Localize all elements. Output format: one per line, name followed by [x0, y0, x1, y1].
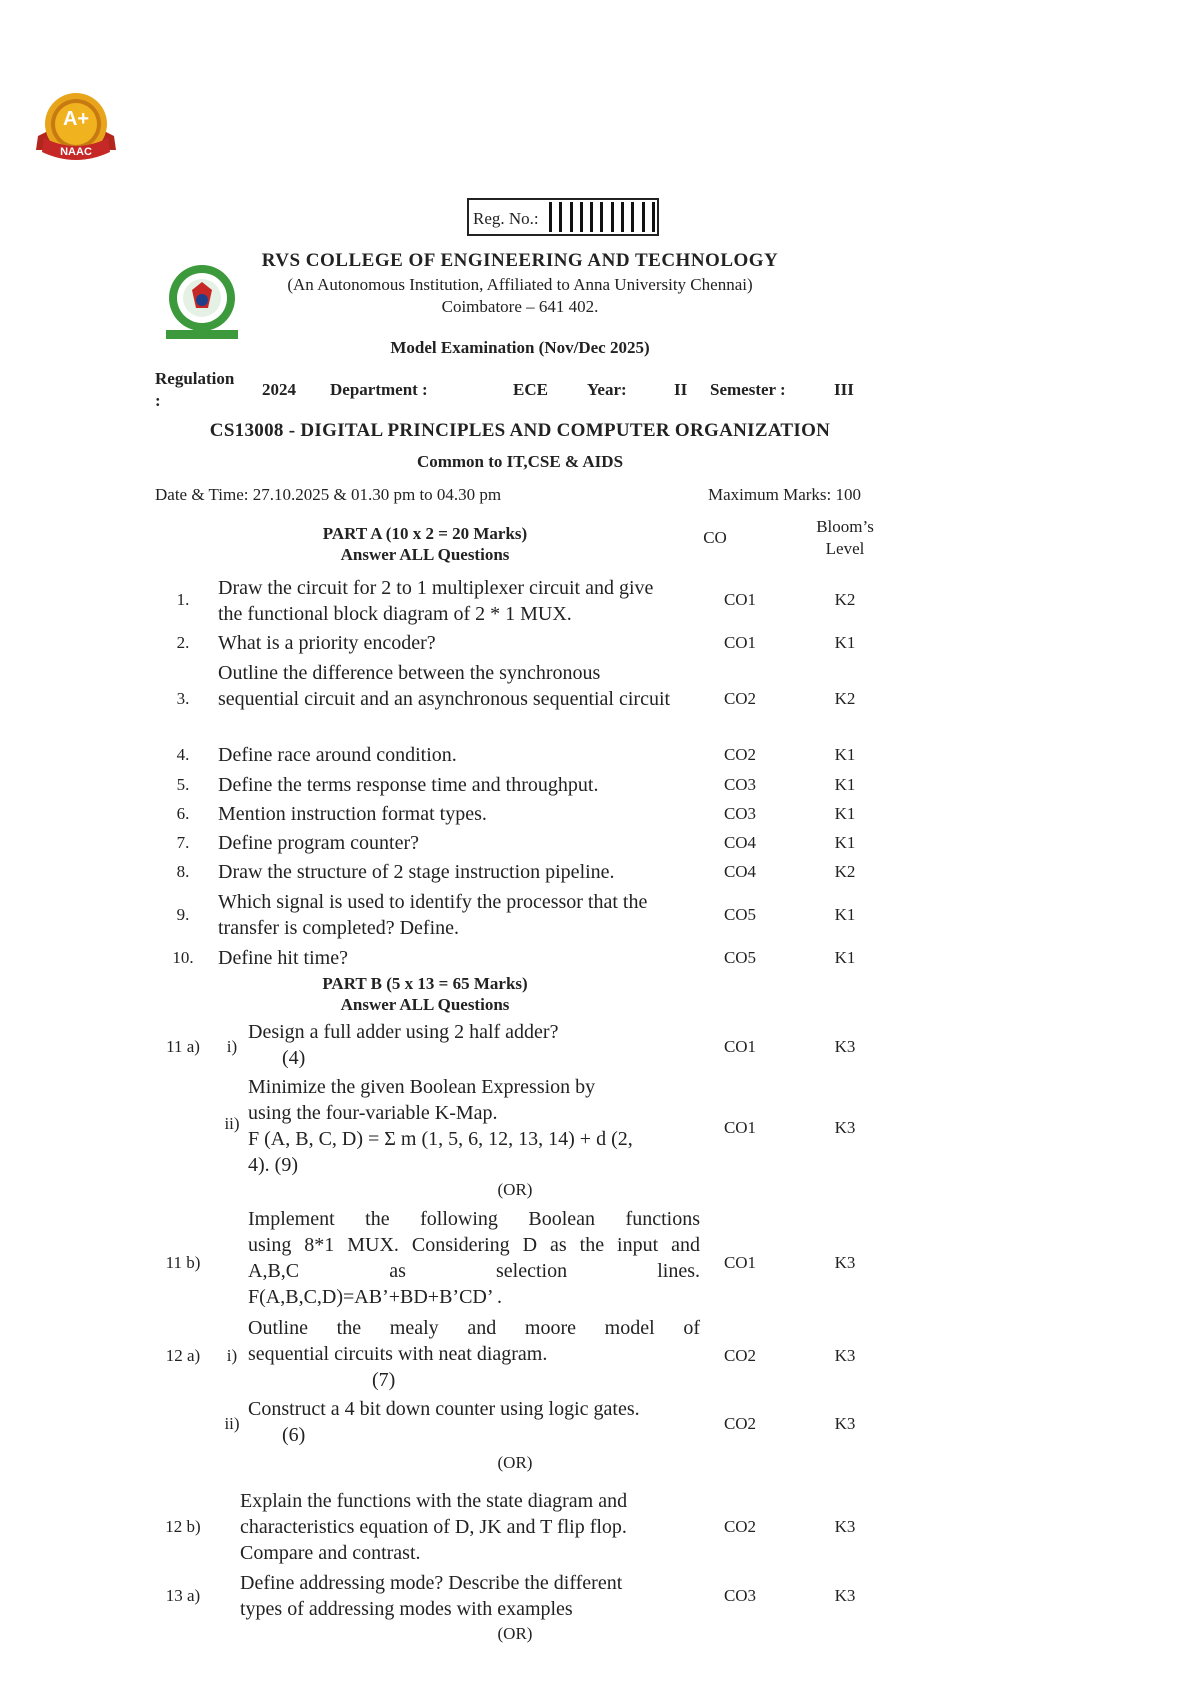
question-co: CO1: [723, 1253, 757, 1272]
sub-question-label: i): [226, 1037, 238, 1056]
part-b-instruction: Answer ALL Questions: [340, 995, 510, 1014]
question-number: 1.: [176, 590, 190, 609]
part-b-title: PART B (5 x 13 = 65 Marks): [322, 974, 528, 993]
question-number: 12 a): [165, 1346, 201, 1365]
question-number: 8.: [176, 862, 190, 881]
naac-label: NAAC: [60, 146, 92, 158]
question-text: Minimize the given Boolean Expression by using the four-variable K-Map. F (A, B, C, D) = Σ m (1, 5, 6, 12, 13, 14) + d (2, 4). (9): [248, 1076, 633, 1176]
question-co: CO2: [723, 745, 757, 764]
course-title: CS13008 - DIGITAL PRINCIPLES AND COMPUTER ORGANIZATION: [209, 420, 831, 441]
question-level: K3: [834, 1118, 856, 1137]
question-co: CO2: [723, 689, 757, 708]
date-time: Date & Time: 27.10.2025 & 01.30 pm to 04.30 pm: [155, 485, 502, 504]
question-text: Define the terms response time and throughput.: [218, 774, 599, 796]
college-name: RVS COLLEGE OF ENGINEERING AND TECHNOLOGY: [261, 250, 779, 271]
question-co: CO1: [723, 633, 757, 652]
question-text: What is a priority encoder?: [218, 632, 436, 654]
semester-label: Semester :: [710, 380, 786, 399]
question-text: Design a full adder using 2 half adder?: [248, 1021, 559, 1043]
question-text: Define addressing mode? Describe the different types of addressing modes with examples: [240, 1572, 623, 1620]
reg-no-digit-boxes: [549, 202, 655, 232]
semester-value: III: [834, 380, 854, 399]
question-co: CO5: [723, 948, 757, 967]
question-text: Define hit time?: [218, 947, 348, 969]
question-co: CO1: [723, 1118, 757, 1137]
question-text: Which signal is used to identify the processor that the transfer is completed? Define.: [218, 891, 648, 939]
question-level: K3: [834, 1414, 856, 1433]
department-label: Department :: [330, 380, 428, 399]
question-level: K3: [834, 1346, 856, 1365]
blooms-level-header: Bloom’s Level: [816, 517, 874, 558]
question-co: CO3: [723, 1586, 757, 1605]
question-number: 7.: [176, 833, 190, 852]
question-co: CO4: [723, 862, 757, 881]
question-text: Draw the structure of 2 stage instruction pipeline.: [218, 861, 615, 883]
question-number: 3.: [176, 689, 190, 708]
regulation-value: 2024: [262, 380, 296, 399]
question-level: K1: [834, 633, 856, 652]
sub-question-label: ii): [224, 1414, 240, 1433]
question-text: Define program counter?: [218, 832, 420, 854]
question-co: CO1: [723, 590, 757, 609]
question-text: Outline the difference between the synchronous sequential circuit and an asynchronous sequential circuit: [218, 662, 671, 710]
question-number: 11 b): [165, 1253, 201, 1272]
question-level: K2: [834, 590, 856, 609]
question-number: 9.: [176, 905, 190, 924]
question-level: K2: [834, 689, 856, 708]
question-level: K3: [834, 1586, 856, 1605]
naac-grade: A+: [62, 108, 90, 130]
question-level: K3: [834, 1037, 856, 1056]
question-level: K1: [834, 833, 856, 852]
question-co: CO4: [723, 833, 757, 852]
college-logo: [156, 262, 248, 342]
question-number: 13 a): [165, 1586, 201, 1605]
question-text: Define race around condition.: [218, 744, 457, 766]
question-level: K1: [834, 745, 856, 764]
max-marks: Maximum Marks: 100: [708, 485, 861, 504]
year-value: II: [674, 380, 688, 399]
question-level: K1: [834, 775, 856, 794]
question-level: K3: [834, 1253, 856, 1272]
question-co: CO3: [723, 775, 757, 794]
question-level: K3: [834, 1517, 856, 1536]
college-address: Coimbatore – 641 402.: [441, 297, 599, 316]
department-value: ECE: [513, 380, 548, 399]
question-level: K1: [834, 804, 856, 823]
question-co: CO5: [723, 905, 757, 924]
question-number: 6.: [176, 804, 190, 823]
question-marks: (4): [282, 1047, 306, 1069]
question-number: 10.: [172, 948, 194, 967]
year-label: Year:: [587, 380, 627, 399]
question-number: 5.: [176, 775, 190, 794]
question-marks: (6): [282, 1424, 306, 1446]
question-co: CO1: [723, 1037, 757, 1056]
question-number: 2.: [176, 633, 190, 652]
question-level: K1: [834, 905, 856, 924]
question-level: K2: [834, 862, 856, 881]
reg-no-box: [467, 198, 659, 236]
question-number: 12 b): [165, 1517, 201, 1536]
question-co: CO2: [723, 1414, 757, 1433]
part-a-instruction: Answer ALL Questions: [340, 545, 510, 564]
question-text: Construct a 4 bit down counter using logic gates.: [248, 1398, 640, 1420]
question-number: 11 a): [166, 1037, 200, 1056]
naac-badge: [32, 88, 120, 170]
or-separator: (OR): [497, 1624, 533, 1643]
question-text: Implement the following Boolean functions using 8*1 MUX. Considering D as the input and A,B,C as selection lines. F(A,B,C,D)=AB’+BD+B’CD’ .: [248, 1208, 700, 1308]
reg-no-label: Reg. No.:: [473, 209, 539, 228]
sub-question-label: ii): [224, 1114, 240, 1133]
or-separator: (OR): [497, 1453, 533, 1472]
or-separator: (OR): [497, 1180, 533, 1199]
question-text: Outline the mealy and moore model of sequential circuits with neat diagram.: [248, 1317, 700, 1365]
question-co: CO2: [723, 1517, 757, 1536]
part-a-title: PART A (10 x 2 = 20 Marks): [322, 524, 528, 543]
question-marks: (7): [372, 1369, 396, 1391]
college-affiliation: (An Autonomous Institution, Affiliated to Anna University Chennai): [287, 275, 753, 294]
question-text: Mention instruction format types.: [218, 803, 487, 825]
question-co: CO2: [723, 1346, 757, 1365]
question-level: K1: [834, 948, 856, 967]
common-to: Common to IT,CSE & AIDS: [416, 452, 624, 471]
sub-question-label: i): [226, 1346, 238, 1365]
regulation-label: Regulation :: [155, 369, 235, 410]
co-header: CO: [703, 528, 727, 547]
question-number: 4.: [176, 745, 190, 764]
exam-title: Model Examination (Nov/Dec 2025): [390, 338, 650, 357]
question-text: Draw the circuit for 2 to 1 multiplexer circuit and give the functional block diagram of 2 * 1 MUX.: [218, 577, 654, 625]
question-text: Explain the functions with the state diagram and characteristics equation of D, JK and T flip flop. Compare and contrast.: [240, 1490, 628, 1564]
question-co: CO3: [723, 804, 757, 823]
